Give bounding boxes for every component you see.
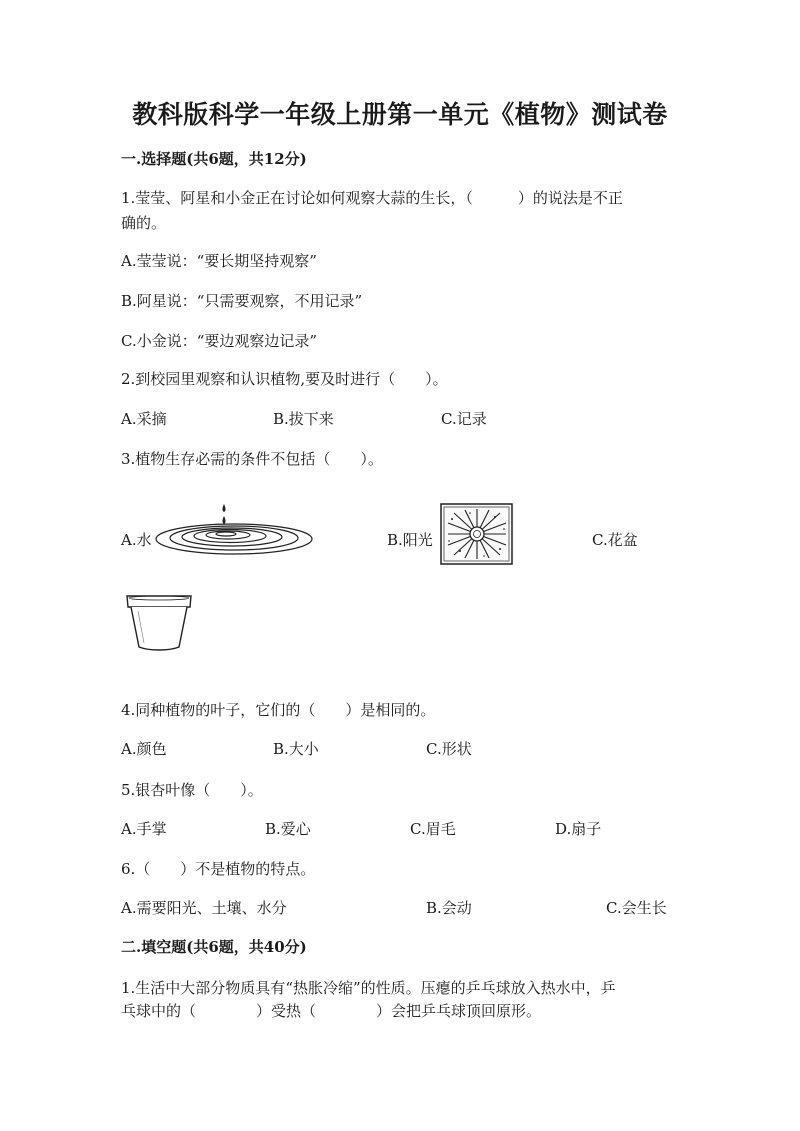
section-heading-fill-in: 二.填空题(共6题，共40分) — [121, 938, 307, 956]
question-5-option-c: C.眉毛 — [410, 820, 456, 838]
flower-pot-icon — [124, 593, 194, 653]
page-title: 教科版科学一年级上册第一单元《植物》测试卷 — [132, 100, 668, 129]
water-ripple-icon — [154, 500, 314, 560]
question-3-stem: 3.植物生存必需的条件不包括（ ）。 — [121, 450, 383, 468]
question-1-stem-line2: 确的。 — [121, 214, 167, 232]
section-heading-choice: 一.选择题(共6题，共12分) — [121, 150, 307, 168]
question-1-option-a: A.莹莹说：“要长期坚持观察” — [121, 252, 317, 270]
question-6-option-a: A.需要阳光、土壤、水分 — [121, 899, 287, 917]
sunlight-icon — [440, 503, 513, 565]
question-3-option-b: B.阳光 — [387, 531, 433, 549]
question-3-option-a: A.水 — [121, 531, 152, 549]
question-6-option-c: C.会生长 — [606, 899, 667, 917]
question-1-option-c: C.小金说：“要边观察边记录” — [121, 332, 318, 350]
question-2-option-a: A.采摘 — [121, 410, 167, 428]
question-5-stem: 5.银杏叶像（ ）。 — [121, 781, 263, 799]
question-4-option-a: A.颜色 — [121, 740, 167, 758]
question-5-option-d: D.扇子 — [555, 820, 602, 838]
question-2-option-b: B.拔下来 — [273, 410, 334, 428]
question-5-option-b: B.爱心 — [265, 820, 311, 838]
question-4-option-c: C.形状 — [426, 740, 472, 758]
fill-question-1-line1: 1.生活中大部分物质具有“热胀冷缩”的性质。压瘪的乒乓球放入热水中，乒 — [121, 979, 616, 997]
question-2-option-c: C.记录 — [441, 410, 487, 428]
question-4-option-b: B.大小 — [273, 740, 319, 758]
question-1-option-b: B.阿星说：“只需要观察，不用记录” — [121, 292, 363, 310]
question-2-stem: 2.到校园里观察和认识植物,要及时进行（ ）。 — [121, 370, 448, 388]
question-6-option-b: B.会动 — [426, 899, 472, 917]
question-4-stem: 4.同种植物的叶子，它们的（ ）是相同的。 — [121, 701, 436, 719]
question-5-option-a: A.手掌 — [121, 820, 167, 838]
question-6-stem: 6.（ ）不是植物的特点。 — [121, 860, 316, 878]
question-3-option-c: C.花盆 — [592, 531, 638, 549]
fill-question-1-line2: 乓球中的（ ）受热（ ）会把乒乓球顶回原形。 — [121, 1002, 542, 1020]
question-1-stem-line1: 1.莹莹、阿星和小金正在讨论如何观察大蒜的生长，（ ）的说法是不正 — [121, 189, 623, 207]
